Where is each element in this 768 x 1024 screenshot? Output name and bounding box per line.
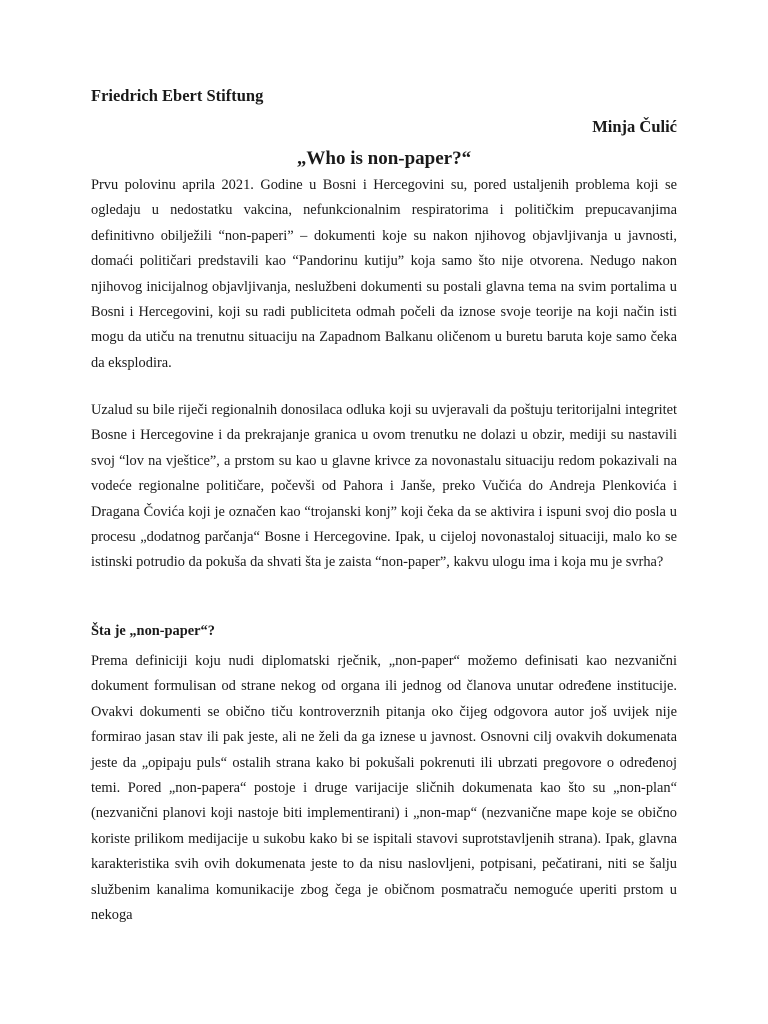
paragraph-intro: Prvu polovinu aprila 2021. Godine u Bosni i Hercegovini su, pored ustaljenih problema koji se ogledaju u nedostatku vakcina, nefunkcionalnim respiratorima i političkim prepucavanjima definitivno obilježili “non-paperi” – dokumenti koje su nakon njihovog objavljivanja u javnosti, domaći političari predstavili kao “Pandorinu kutiju” koja samo što nije otvorena. Nedugo nakon njihovog inicijalnog objavljivanja, neslužbeni dokumenti su postali glavna tema na svim portalima u Bosni i Hercegovini, koji su radi publiciteta odmah počeli da iznose svoje teorije na koji način isti mogu da utiču na trenutnu situaciju na Zapadnom Balkanu oličenom u buretu baruta koje samo čeka da eksplodira.	[91, 177, 677, 371]
paragraph-media: Uzalud su bile riječi regionalnih donosilaca odluka koji su uvjeravali da poštuju teritorijalni integritet Bosne i Hercegovine i da prekrajanje granica u ovom trenutku ne dolazi u obzir, mediji su nastavili svoj “lov na vještice”, a prstom su kao u glavne krivce za novonastalu situaciju redom pokazivali na vodeće regionalne političare, počevši od Pahora i Janše, preko Vučića do Andreja Plenkovića i Dragana Čovića koji je označen kao “trojanski konj” koji čeka da se aktivira i ispuni svoj dio posla u procesu „dodatnog parčanja“ Bosne i Hercegovine. Ipak, u cijeloj novonastaloj situaciji, malo ko se istinski potrudio da pokuša da shvati šta je zaista “non-paper”, kakvu ulogu ima i koja mu je svrha?	[91, 402, 677, 571]
organization-name: Friedrich Ebert Stiftung	[91, 86, 264, 105]
section-heading: Šta je „non-paper“?	[91, 623, 215, 639]
document-title: „Who is non-paper?“	[296, 148, 472, 169]
author-name: Minja Čulić	[592, 117, 677, 136]
paragraph-definition: Prema definiciji koju nudi diplomatski rječnik, „non-paper“ možemo definisati kao nezvanični dokument formulisan od strane nekog od organa ili jednog od članova unutar određene institucije. Ovakvi dokumenti se obično tiču kontroverznih pitanja oko čijeg odgovora autor još uvijek nije formirao jasan stav ili pak jeste, ali ne želi da ga iznese u javnost. Osnovni cilj ovakvih dokumenata jeste da „opipaju puls“ ostalih strana kako bi pokušali pokrenuti ili ubrzati pregovore o određenoj temi. Pored „non-papera“ postoje i druge varijacije sličnih dokumenata kao što su „non-plan“ (nezvanični planovi koji nastoje biti implementirani) i „non-map“ (nezvanične mape koje se obično koriste prilikom medijacije u sukobu kako bi se ispitali stavovi suprotstavljenih strana). Ipak, glavna karakteristika svih ovih dokumenata jeste to da nisu naslovljeni, potpisani, pečatirani, niti se šalju službenim kanalima komunikacije zbog čega je običnom posmatraču nemoguće uperiti prstom u nekoga	[91, 653, 677, 924]
